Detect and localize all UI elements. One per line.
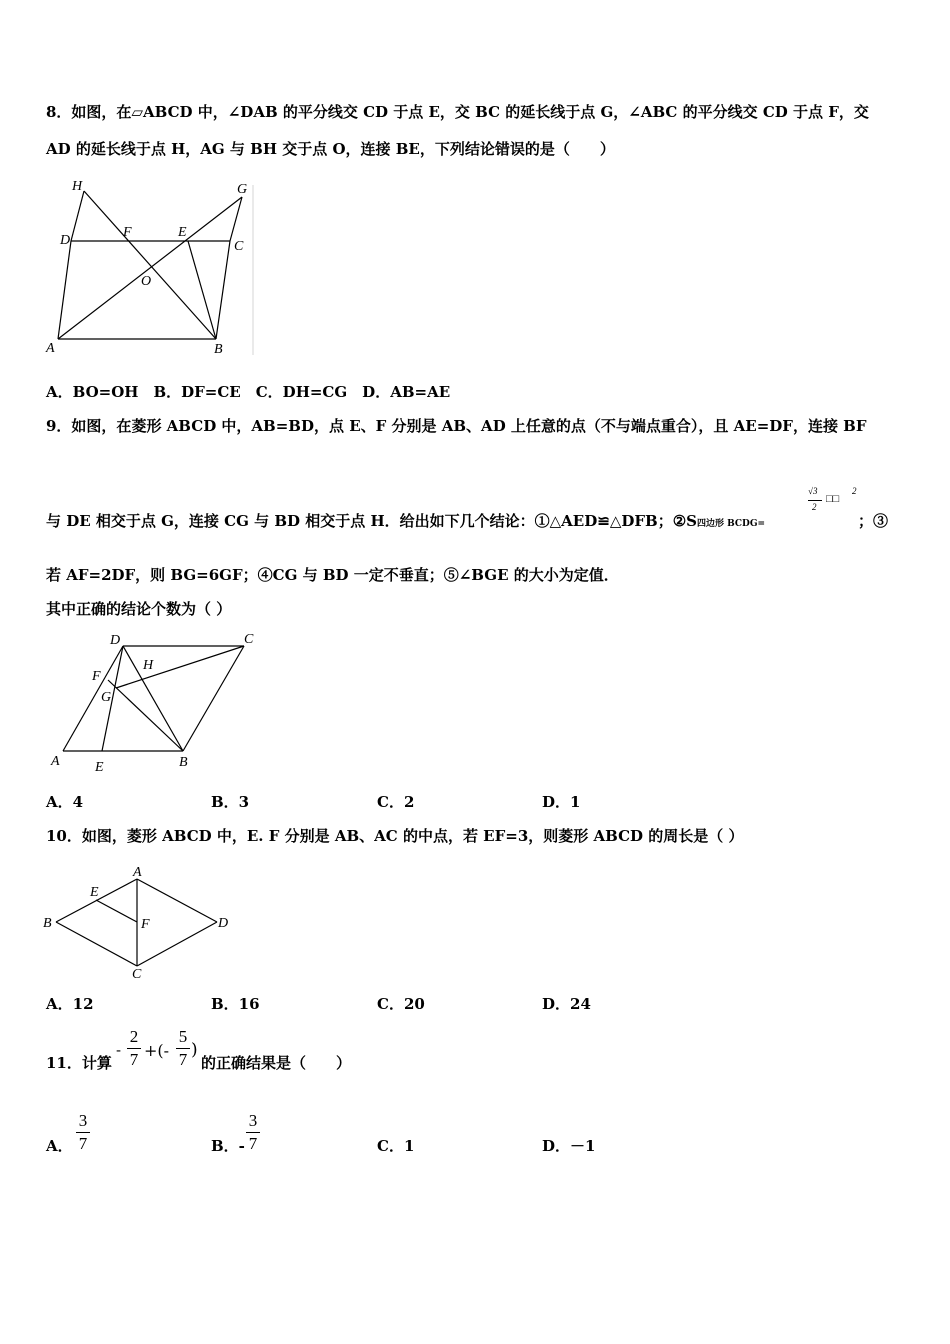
q10-option-a: A．12: [46, 995, 94, 1013]
q8-side-ad: [58, 241, 71, 339]
q8-line-cg: [230, 197, 242, 241]
q9-frac-num: √3: [808, 486, 818, 496]
q11-option-d: D．－1: [542, 1137, 596, 1155]
q11-option-b-label: B．-: [211, 1137, 245, 1155]
q9-stem-line1: 9．如图，在菱形 ABCD 中，AB=BD，点 E、F 分别是 AB、AD 上任意的点（不与端点重合），且 AE=DF，连接 BF: [46, 417, 867, 435]
q10-label-E: E: [90, 885, 99, 900]
q11-fraction-1-bar: [127, 1048, 141, 1049]
q10-option-b: B．16: [211, 995, 260, 1013]
q8-figure: [40, 175, 265, 365]
q11-prefix: 11．计算: [46, 1054, 112, 1072]
q9-frac-den: 2: [812, 502, 817, 512]
q8-line-bh: [84, 191, 216, 339]
q11-fraction-1-den: 7: [129, 1050, 139, 1069]
q9-frac-bar: [808, 500, 822, 501]
q11-option-a-den: 7: [78, 1134, 88, 1153]
q11-option-a-num: 3: [78, 1111, 88, 1130]
q11-close-paren: ): [191, 1040, 198, 1060]
q9-exponent: 2: [852, 486, 857, 496]
q9-stem-line2: [46, 511, 765, 534]
q11-fraction-2: [176, 1028, 190, 1069]
q9-label-C: C: [244, 632, 254, 647]
q10-side-cb: [56, 922, 137, 966]
q8-label-D: D: [60, 233, 71, 248]
q9-label-F: F: [92, 669, 101, 684]
q8-label-O: O: [141, 274, 152, 289]
q9-figure: [40, 625, 270, 775]
q11-option-b-den: 7: [248, 1134, 258, 1153]
q8-label-C: C: [234, 239, 244, 254]
q10-label-F: F: [141, 917, 150, 932]
q8-line-be: [188, 241, 216, 339]
q11-option-b-num: 3: [248, 1111, 258, 1130]
q11-fraction-2-den: 7: [178, 1050, 188, 1069]
q9-line2-text: 与 DE 相交于点 G，连接 CG 与 BD 相交于点 H．给出如下几个结论：①△AED≌△DFB；②: [46, 512, 687, 530]
q11-fraction-2-num: 5: [178, 1027, 188, 1046]
q11-fraction-2-bar: [176, 1048, 190, 1049]
q9-label-D: D: [110, 633, 121, 648]
q11-plus-paren: +(-: [144, 1041, 170, 1060]
q9-option-a: A．4: [46, 793, 84, 811]
q9-option-d: D．1: [542, 793, 581, 811]
q9-area-symbol: S: [686, 512, 697, 530]
q11-option-a-fraction: [76, 1112, 90, 1153]
q9-option-c: C．2: [377, 793, 415, 811]
q8-stem-line2: AD 的延长线于点 H，AG 与 BH 交于点 O，连接 BE，下列结论错误的是（ ）: [46, 140, 615, 158]
q11-fraction-1: [127, 1028, 141, 1069]
q11-option-c: C．1: [377, 1137, 415, 1155]
q8-label-G: G: [237, 182, 248, 197]
q8-stem-line1: 8．如图，在▱ABCD 中，∠DAB 的平分线交 CD 于点 E，交 BC 的延长线于点 G，∠ABC 的平分线交 CD 于点 F，交: [46, 103, 869, 121]
q11-option-b-fraction: [246, 1112, 260, 1153]
q8-label-H: H: [72, 179, 83, 194]
q11-suffix: 的正确结果是（ ）: [201, 1054, 352, 1072]
q10-label-A: A: [133, 865, 142, 880]
q9-stem-line3: 若 AF=2DF，则 BG=6GF；④CG 与 BD 一定不垂直；⑤∠BGE 的大小为定值．: [46, 566, 619, 584]
q11-option-a-bar: [76, 1132, 90, 1133]
q9-side-cb: [183, 646, 244, 751]
q9-label-E: E: [95, 760, 104, 775]
q11-fraction-1-num: 2: [129, 1027, 139, 1046]
q9-area-subscript: 四边形 BCDG: [696, 519, 758, 529]
q8-label-E: E: [178, 225, 187, 240]
q8-options: A．BO=OH B．DF=CE C．DH=CG D．AB=AE: [46, 383, 451, 401]
q8-line-ag: [58, 197, 242, 339]
q9-option-b: B．3: [211, 793, 250, 811]
q8-side-cb: [216, 241, 230, 339]
q11-option-b-bar: [246, 1132, 260, 1133]
q10-stem: 10．如图，菱形 ABCD 中，E. F 分别是 AB、AC 的中点，若 EF=3，则菱形 ABCD 的周长是（ ）: [46, 827, 744, 845]
q8-label-B: B: [214, 342, 223, 357]
q9-label-G: G: [101, 690, 112, 705]
q9-boxes: □□: [826, 493, 840, 505]
q10-side-ad: [137, 879, 217, 922]
q9-line2-end: ；③: [858, 512, 889, 530]
q10-option-c: C．20: [377, 995, 425, 1013]
q9-line-bf: [108, 680, 183, 751]
q9-label-A: A: [51, 754, 60, 769]
q9-label-H: H: [143, 658, 154, 673]
q10-figure: [40, 862, 240, 982]
q9-label-B: B: [179, 755, 188, 770]
q8-label-F: F: [123, 225, 132, 240]
q10-line-ef: [96, 900, 137, 922]
q8-line-dh: [71, 191, 84, 241]
q10-label-B: B: [43, 916, 52, 931]
q11-option-a-label: A．: [46, 1137, 73, 1155]
q9-stem-line4: 其中正确的结论个数为（ ）: [46, 600, 232, 618]
q11-minus1: -: [116, 1041, 122, 1059]
q10-option-d: D．24: [542, 995, 591, 1013]
q10-label-D: D: [218, 916, 229, 931]
q9-side-ad: [63, 646, 123, 751]
q9-equals: =: [757, 519, 766, 529]
q10-label-C: C: [132, 967, 142, 982]
q8-label-A: A: [46, 341, 55, 356]
